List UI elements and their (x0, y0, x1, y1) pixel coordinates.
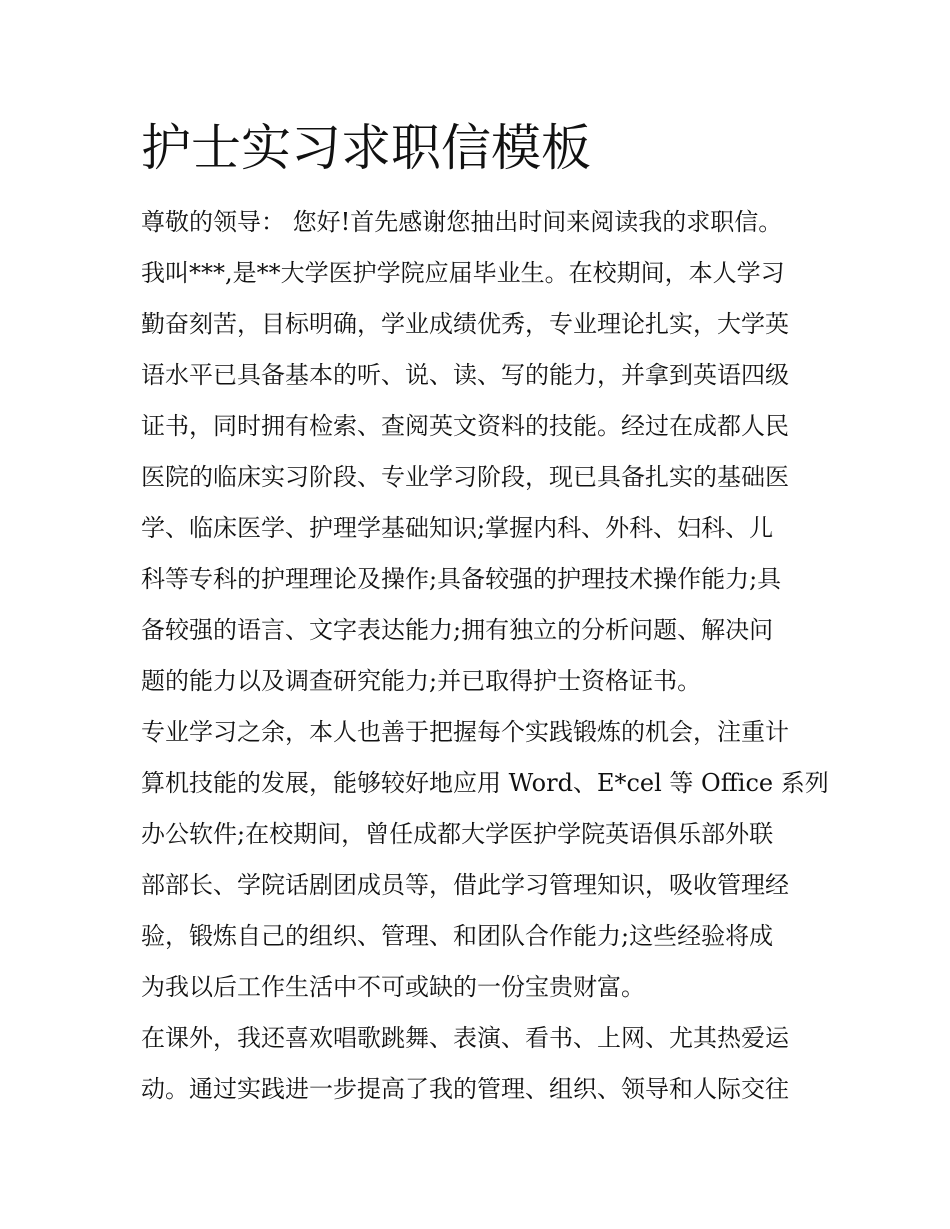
body-line: 验，锻炼自己的组织、管理、和团队合作能力;这些经验将成 (141, 922, 774, 950)
document-body (141, 197, 829, 1115)
body-line: 在课外，我还喜欢唱歌跳舞、表演、看书、上网、尤其热爱运 (141, 1024, 789, 1052)
body-line: 动。通过实践进一步提高了我的管理、组织、领导和人际交往 (141, 1075, 789, 1103)
body-line: 语水平已具备基本的听、说、读、写的能力，并拿到英语四级 (141, 361, 789, 389)
body-line: 医院的临床实习阶段、专业学习阶段，现已具备扎实的基础医 (141, 463, 789, 491)
body-line: 算机技能的发展，能够较好地应用 Word、E*cel 等 Office 系列 (141, 769, 829, 797)
body-line: 我叫***,是**大学医护学院应届毕业生。在校期间，本人学习 (141, 259, 785, 287)
body-line: 证书，同时拥有检索、查阅英文资料的技能。经过在成都人民 (141, 412, 789, 440)
document-title: 护士实习求职信模板 (141, 119, 591, 177)
body-line: 部部长、学院话剧团成员等，借此学习管理知识，吸收管理经 (141, 871, 789, 899)
body-line: 为我以后工作生活中不可或缺的一份宝贵财富。 (141, 973, 645, 1001)
body-line: 尊敬的领导： 您好!首先感谢您抽出时间来阅读我的求职信。 (141, 208, 783, 236)
body-line: 题的能力以及调查研究能力;并已取得护士资格证书。 (141, 667, 702, 695)
body-line: 学、临床医学、护理学基础知识;掌握内科、外科、妇科、儿 (141, 514, 774, 542)
body-line: 勤奋刻苦，目标明确，学业成绩优秀，专业理论扎实，大学英 (141, 310, 789, 338)
body-line: 备较强的语言、文字表达能力;拥有独立的分析问题、解决问 (141, 616, 774, 644)
body-line: 科等专科的护理理论及操作;具备较强的护理技术操作能力;具 (141, 565, 782, 593)
body-line: 办公软件;在校期间，曾任成都大学医护学院英语俱乐部外联 (141, 820, 774, 848)
body-line: 专业学习之余，本人也善于把握每个实践锻炼的机会，注重计 (141, 718, 789, 746)
